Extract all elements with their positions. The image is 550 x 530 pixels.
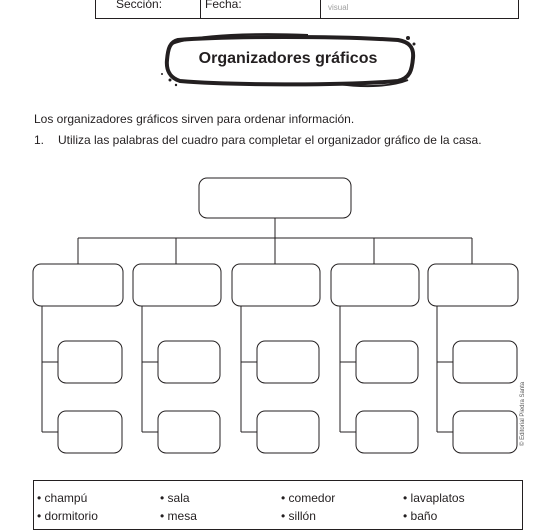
instruction-number: 1.	[34, 133, 45, 147]
word-item: • baño	[403, 509, 438, 523]
item-box[interactable]	[58, 411, 122, 453]
category-box[interactable]	[428, 264, 518, 306]
intro-text: Los organizadores gráficos sirven para ordenar información.	[34, 112, 355, 126]
item-box[interactable]	[356, 411, 418, 453]
category-box[interactable]	[33, 264, 123, 306]
word-item: • comedor	[281, 491, 336, 505]
word-item: • dormitorio	[37, 509, 98, 523]
item-box[interactable]	[453, 341, 517, 383]
word-item: • mesa	[160, 509, 197, 523]
word-item: • sala	[160, 491, 190, 505]
visual-label: visual	[328, 3, 349, 12]
page-title: Organizadores gráficos	[198, 50, 378, 67]
item-box[interactable]	[257, 411, 319, 453]
category-box[interactable]	[133, 264, 221, 306]
item-box[interactable]	[58, 341, 122, 383]
instruction-text: Utiliza las palabras del cuadro para completar el organizador gráfico de la casa.	[58, 133, 482, 147]
item-box[interactable]	[257, 341, 319, 383]
word-item: • lavaplatos	[403, 491, 465, 505]
word-item: • sillón	[281, 509, 316, 523]
root-box[interactable]	[199, 178, 351, 218]
item-box[interactable]	[158, 411, 220, 453]
fecha-label: Fecha:	[205, 0, 242, 11]
category-box[interactable]	[232, 264, 320, 306]
seccion-label: Sección:	[116, 0, 163, 11]
category-box[interactable]	[331, 264, 419, 306]
word-bank	[33, 480, 523, 530]
item-box[interactable]	[453, 411, 517, 453]
item-box[interactable]	[356, 341, 418, 383]
word-item: • champú	[37, 491, 88, 505]
item-box[interactable]	[158, 341, 220, 383]
publisher-credit: © Editorial Piedra Santa	[520, 381, 526, 446]
